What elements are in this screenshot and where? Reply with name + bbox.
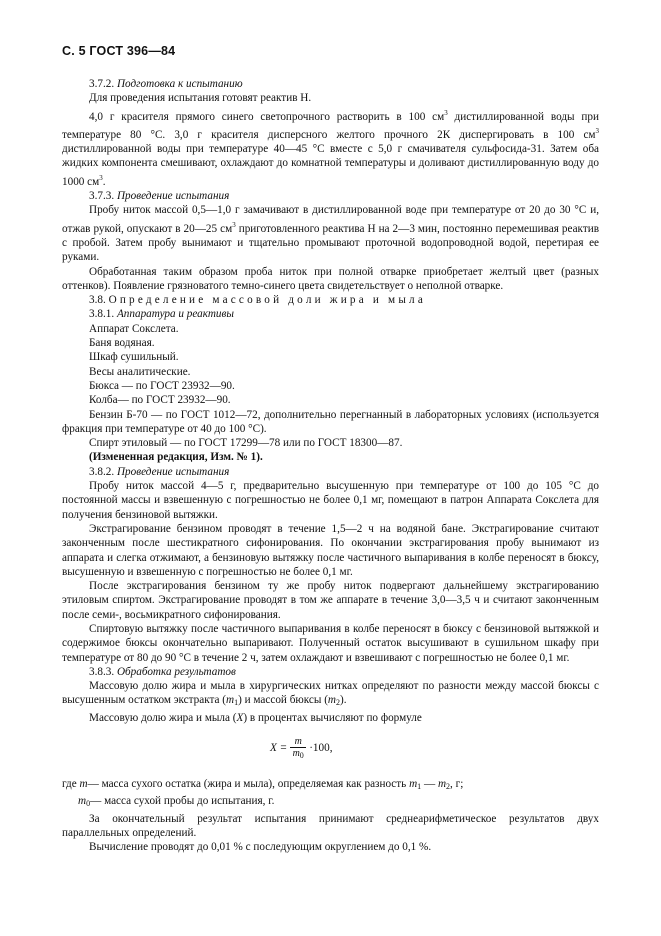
paragraph-calculation: Вычисление проводят до 0,01 % с последующим округлением до 0,1 %. — [89, 841, 432, 854]
superscript: 3 — [99, 173, 103, 182]
text-run: 4,0 г красителя прямого синего светопрочного растворить в 100 см — [89, 110, 445, 123]
text-run: — — [421, 778, 438, 791]
paragraph-result: Обработанная таким образом проба ниток при полной отварке приобретает желтый цвет (разных оттенков). Появление грязноватого темно-синего цвета свидетельствует о неполной отварке. — [62, 265, 599, 292]
section-number: 3.8. — [89, 294, 106, 307]
formula-fraction — [290, 736, 306, 761]
formula-lhs: X = — [270, 742, 288, 755]
text-run: дистиллированной воды при температуре 40—45 °С вместе с 5,0 г смачивателя сульфосида-31. Затем оба жидких компонента смешивают, охлаждают до комнатной температуры и доливают дистиллированную воду до 1000 см — [62, 143, 599, 188]
variable: m — [327, 694, 337, 707]
paragraph-spirit: Спирт этиловый — по ГОСТ 17299—78 или по ГОСТ 18300—87. — [89, 437, 403, 450]
variable: m — [79, 778, 88, 791]
text-run: дистиллированной воды при температуре 80 °С. 3,0 г красителя дисперсного желтого прочного 2К диспергировать в 100 см — [62, 110, 599, 141]
section-title: Определение массовой доли жира и мыла — [108, 294, 426, 307]
superscript: 3 — [232, 220, 236, 229]
superscript: 3 — [595, 126, 599, 135]
variable: m — [437, 778, 447, 791]
section-3-8-heading — [62, 293, 599, 307]
paragraph-extraction-benzin: Экстрагирование бензином проводят в течение 1,5—2 ч на водяной бане. Экстрагирование считают законченным после шестикратного сифонирования. По окончании экстрагирования пробу вынимают из аппарата и слегка отжимают, а бензиновую вытяжку после частичного выпаривания в колбе переносят в бюксу, высушенную и взвешенную с погрешностью не более 0,1 мг. — [62, 522, 599, 578]
text-run: приготовленного реактива Н на 2—3 мин, постоянно перемешивая реактив с пробой. Затем пробу вынимают и тщательно промывают проточной водопроводной водой, перетирая ее руками. — [62, 222, 599, 264]
section-3-7-3-heading — [62, 189, 599, 203]
text-run: Массовую долю жира и мыла ( — [89, 711, 237, 724]
subscript: 2 — [446, 782, 451, 792]
document-body — [62, 77, 599, 855]
text-run: — масса сухой пробы до испытания, г. — [90, 795, 275, 808]
section-title: Подготовка к испытанию — [116, 78, 243, 90]
superscript: 3 — [444, 108, 448, 117]
section-title: Проведение испытания — [116, 190, 230, 203]
equipment-item: Колба— по ГОСТ 23932—90. — [89, 394, 231, 407]
text-run: ) в процентах вычисляют по формуле — [243, 711, 422, 724]
variable: m — [409, 778, 418, 791]
section-3-8-1-heading — [62, 307, 599, 321]
section-title: Проведение испытания — [116, 465, 230, 478]
section-title: Обработка результатов — [116, 665, 236, 678]
section-number: 3.7.3. — [89, 190, 115, 203]
amendment-note: (Измененная редакция, Изм. № 1). — [89, 451, 263, 464]
equipment-item: Весы аналитические. — [89, 365, 191, 378]
paragraph-mass-fraction — [62, 679, 599, 711]
section-number: 3.7.2. — [89, 78, 115, 90]
section-number: 3.8.2. — [89, 465, 115, 478]
paragraph-drying: Пробу ниток массой 4—5 г, предварительно высушенную при температуре от 100 до 105 °С до постоянной массы и взвешенную с погрешностью не более 0,1 мг, помещают в патрон Аппарата Сокслета для получения бензиновой вытяжки. — [62, 480, 599, 521]
text-run: ). — [340, 694, 347, 707]
fraction-denominator — [293, 748, 304, 761]
definition-m — [62, 777, 599, 794]
variable: m — [78, 795, 87, 808]
paragraph-reagent: Для проведения испытания готовят реактив Н. — [89, 92, 312, 105]
subscript: 0 — [299, 751, 304, 761]
fraction-numerator: m — [294, 736, 302, 748]
equipment-item: Баня водяная. — [89, 337, 155, 350]
variable: m — [292, 748, 300, 760]
section-3-8-3-heading — [62, 665, 599, 679]
paragraph-evaporation: Спиртовую вытяжку после частичного выпаривания в колбе переносят в бюксу с бензиновой вытяжкой и содержимое бюксы окончательно выпаривают. Полученный остаток высушивают в сушильном шкафу при температуре от 80 до 90 °С в течение 2 ч, затем охлаждают и взвешивают с погрешностью не более 0,1 мг. — [62, 622, 599, 664]
subscript: 1 — [417, 782, 422, 792]
text-run: Массовую долю жира и мыла в хирургических нитках определяют по разности между массой бюксы с высушенным остатком экстракта ( — [62, 680, 599, 707]
equipment-item: Аппарат Сокслета. — [89, 322, 179, 335]
section-3-8-2-heading — [62, 465, 599, 479]
section-3-7-2-heading — [62, 77, 599, 91]
formula-expression — [270, 736, 333, 761]
paragraph-extraction-spirit: После экстрагирования бензином ту же пробу ниток подвергают дальнейшему экстрагированию этиловым спиртом. Экстрагирование проводят в том же аппарате в течение 3,0—3,5 ч и считают законченным после семи-, восьмикратного сифонирования. — [62, 580, 599, 621]
paragraph-dye-prep — [62, 106, 599, 189]
text-run: . — [102, 175, 106, 188]
equipment-item: Шкаф сушильный. — [89, 351, 179, 364]
section-title: Аппаратура и реактивы — [116, 308, 234, 321]
paragraph-final-result: За окончательный результат испытания принимают среднеарифметическое результатов двух параллельных определений. — [62, 812, 599, 839]
variable: m — [226, 694, 235, 707]
section-number: 3.8.1. — [89, 308, 115, 321]
page-header: С. 5 ГОСТ 396—84 — [62, 44, 176, 58]
text-run: — масса сухого остатка (жира и мыла), определяемая как разность — [87, 778, 410, 791]
text-run: где — [62, 778, 80, 791]
paragraph-formula-intro — [62, 711, 599, 725]
paragraph-sample — [62, 203, 599, 264]
section-number: 3.8.3. — [89, 665, 115, 678]
formula-rhs: ·100, — [309, 742, 333, 755]
variable: X — [236, 711, 244, 724]
subscript: 0 — [86, 799, 91, 809]
definition-m0 — [62, 794, 599, 811]
text-run: , г; — [450, 778, 464, 791]
formula — [62, 725, 599, 777]
text-run: Пробу ниток массой 0,5—1,0 г замачивают в дистиллированной воде при температуре от 20 до 30 °С и, отжав рукой, опускают в 20—25 см — [62, 204, 599, 235]
subscript: 2 — [336, 698, 341, 708]
text-run: ) и массой бюксы ( — [238, 694, 328, 707]
equipment-item: Бюкса — по ГОСТ 23932—90. — [89, 379, 235, 392]
subscript: 1 — [234, 698, 239, 708]
paragraph-benzin: Бензин Б-70 — по ГОСТ 1012—72, дополнительно перегнанный в лабораторных условиях (используется фракция при температуре от 40 до 100 °С). — [62, 408, 599, 435]
